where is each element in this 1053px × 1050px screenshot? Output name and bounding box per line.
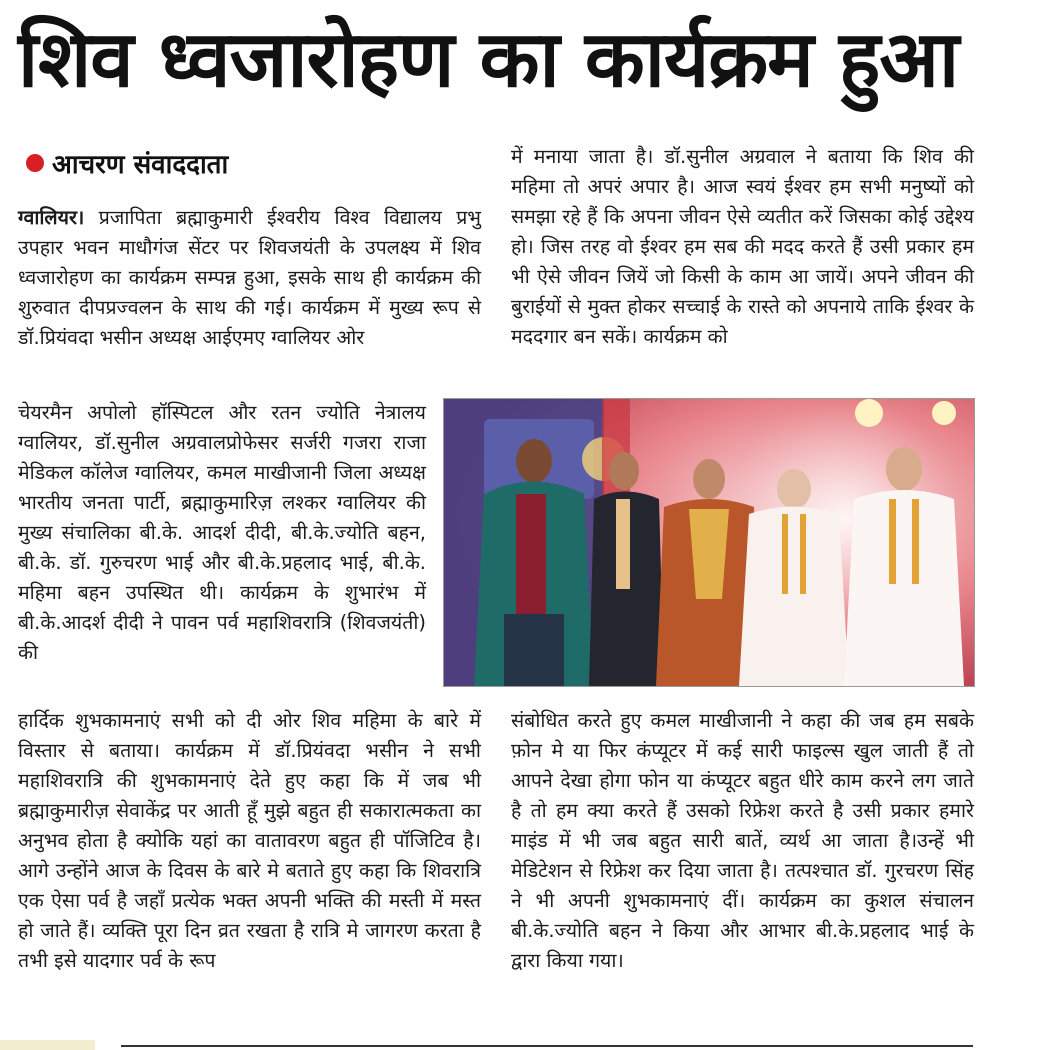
dateline-place: ग्वालियर। <box>18 206 85 229</box>
article-paragraph-5: संबोधित करते हुए कमल माखीजानी ने कहा की जब हम सबके फ़ोन मे या फिर कंप्यूटर में कई सारी फाइल्स खुल जाती हैं तो आपने देखा होगा फोन या कंप्यूटर बहुत धीरे काम करने लग जाते है तो हम क्या करते हैं उसको रिफ्रेश करते है उसी प्रकार हमारे माइंड में भी जब बहुत सारी बातें, व्यर्थ आ जाता है।उन्हें भी मेडिटेशन से रिफ्रेश कर दिया जाता है। तत्पश्चात डॉ. गुरचरण सिंह ने भी अपनी शुभकामनाएं दीं। कार्यक्रम का कुशल संचालन बी.के.ज्योति बहन ने किया और आभार बी.के.प्रहलाद भाई के द्वारा किया गया। <box>511 709 974 972</box>
article-paragraph-3: हार्दिक शुभकामनाएं सभी को दी ओर शिव महिमा के बारे में विस्तार से बताया। कार्यक्रम में डॉ.प्रियंवदा भसीन ने सभी महाशिवरात्रि की शुभकामनाएं देते हुए कहा कि में जब भी ब्रह्माकुमारीज़ सेवाकेंद्र पर आती हूँ मुझे बहुत ही सकारात्मकता का अनुभव होता है क्योकि यहां का वातावरण बहुत ही पॉजिटिव है। आगे उन्होंने आज के दिवस के बारे मे बताते हुए कहा कि शिवरात्रि एक ऐसा पर्व है जहाँ प्रत्येक भक्त अपनी भक्ति की मस्ती में मस्त हो जाते हैं। व्यक्ति पूरा दिन व्रत रखता है रात्रि मे जागरण करता है तभी इसे यादगार पर्व के रूप <box>18 709 481 972</box>
headline: शिव ध्वजारोहण का कार्यक्रम हुआ <box>18 15 959 105</box>
article-paragraph-1 <box>18 203 481 353</box>
bottom-rule <box>121 1045 973 1047</box>
corner-tint <box>0 1040 95 1050</box>
bullet-dot-icon <box>26 154 44 172</box>
article-paragraph-2: चेयरमैन अपोलो हॉस्पिटल और रतन ज्योति नेत्रालय ग्वालियर, डॉ.सुनील अग्रवालप्रोफेसर सर्जरी गजरा राजा मेडिकल कॉलेज ग्वालियर, कमल माखीजानी जिला अध्यक्ष भारतीय जनता पार्टी, ब्रह्माकुमारिज़ लश्कर ग्वालियर की मुख्य संचालिका बी.के. आदर्श दीदी, बी.के.ज्योति बहन, बी.के. डॉ. गुरुचरण भाई और बी.के.प्रहलाद भाई, बी.के. महिमा बहन उपस्थित थी। कार्यक्रम के शुभारंभ में बी.के.आदर्श दीदी ने पावन पर्व महाशिवरात्रि (शिवजयंती) की <box>18 401 426 664</box>
event-photo-illustration <box>444 399 974 686</box>
article-paragraph-4: में मनाया जाता है। डॉ.सुनील अग्रवाल ने बताया कि शिव की महिमा तो अपरं अपार है। आज स्वयं ईश्वर हम सभी मनुष्यों को समझा रहे हैं कि अपना जीवन ऐसे व्यतीत करें जिसका कोई उद्देश्य हो। जिस तरह वो ईश्वर हम सब की मदद करते हैं उसी प्रकार हम भी ऐसे जीवन जियें जो किसी के काम आ जायें। अपने जीवन की बुराईयों से मुक्त होकर सच्चाई के रास्ते को अपनाये ताकि ईश्वर के मददगार बन सकें। कार्यक्रम को <box>511 145 974 348</box>
article-paragraph-1-text: प्रजापिता ब्रह्माकुमारी ईश्वरीय विश्व विद्यालय प्रभु उपहार भवन माधौगंज सेंटर पर शिवजयंती के उपलक्ष्य में शिव ध्वजारोहण का कार्यक्रम सम्पन्न हुआ, इसके साथ ही कार्यक्रम की शुरुवात दीपप्रज्वलन के साथ की गई। कार्यक्रम में मुख्य रूप से डॉ.प्रियंवदा भसीन अध्यक्ष आईएमए ग्वालियर ओर <box>18 206 481 349</box>
byline <box>26 143 228 183</box>
event-photo <box>443 398 975 687</box>
byline-text: आचरण संवाददाता <box>52 150 229 180</box>
